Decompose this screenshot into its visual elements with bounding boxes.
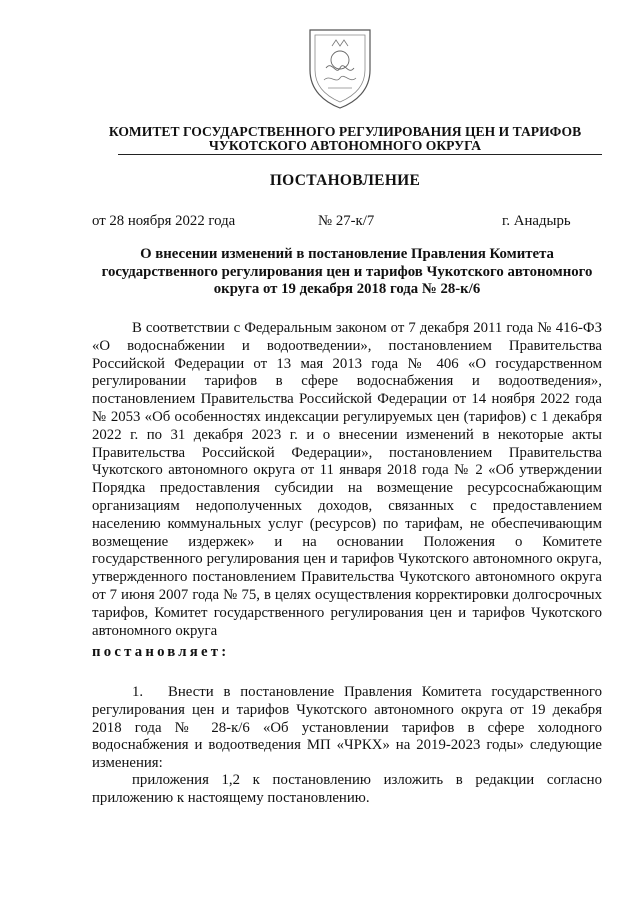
document-date: от 28 ноября 2022 года: [92, 213, 236, 229]
document-title: ПОСТАНОВЛЕНИЕ: [269, 172, 421, 189]
item-1-subparagraph: приложения 1,2 к постановлению изложить в редакции согласно приложению к настоящему постановлению.: [92, 772, 602, 806]
item-1: [92, 684, 602, 773]
item-1-text: Внести в постановление Правления Комитета государственного регулирования цен и тарифов Чукотского автономного округа от 19 декабря 2018 года № 28-к/6 «Об установлении тарифов в сфере холодного водоснабжения и водоотведения МП «ЧРКХ» на 2019-2023 годы» следующие изменения:: [92, 684, 602, 772]
header-divider: [118, 154, 602, 155]
preamble-paragraph: В соответствии с Федеральным законом от 7 декабря 2011 года № 416-ФЗ «О водоснабжении и водоотведении», постановлением Правительства Российской Федерации от 13 мая 2013 года № 406 «О государственном регулировании тарифов в сфере водоснабжения и водоотведения», постановлением Правительства Российской Федерации от 14 ноября 2022 года № 2053 «Об особенностях индексации регулируемых цен (тарифов) с 1 декабря 2022 г. по 31 декабря 2023 г. и о внесении изменений в некоторые акты Правительства Российской Федерации», постановлением Правительства Чукотского автономного округа от 11 января 2018 года № 2 «Об утверждении Порядка предоставления субсидии на возмещение ресурсоснабжающим организациям недополученных доходов, связанных с предоставлением населению коммунальных услуг (ресурсов) по тарифам, не обеспечивающим возмещение издержек» и на основании Положения о Комитете государственного регулирования цен и тарифов Чукотского автономного округа, утвержденного постановлением Правительства Чукотского автономного округа от 7 июня 2007 года № 75, в целях осуществления корректировки долгосрочных тарифов, Комитет государственного регулирования цен и тарифов Чукотского автономного округа: [92, 320, 602, 639]
item-1-number: 1.: [132, 684, 144, 700]
document-place: г. Анадырь: [502, 213, 571, 229]
document-number: № 27-к/7: [318, 213, 375, 229]
organization-name-line1: КОМИТЕТ ГОСУДАРСТВЕННОГО РЕГУЛИРОВАНИЯ ЦЕН И ТАРИФОВ: [108, 124, 582, 139]
document-subject: О внесении изменений в постановление Правления Комитета государственного регулирования цен и тарифов Чукотского автономного округа от 19 декабря 2018 года № 28-к/6: [101, 246, 593, 297]
coat-of-arms-icon: [302, 24, 378, 110]
decree-word: постановляет:: [92, 644, 230, 660]
organization-name-line2: ЧУКОТСКОГО АВТОНОМНОГО ОКРУГА: [208, 138, 482, 153]
